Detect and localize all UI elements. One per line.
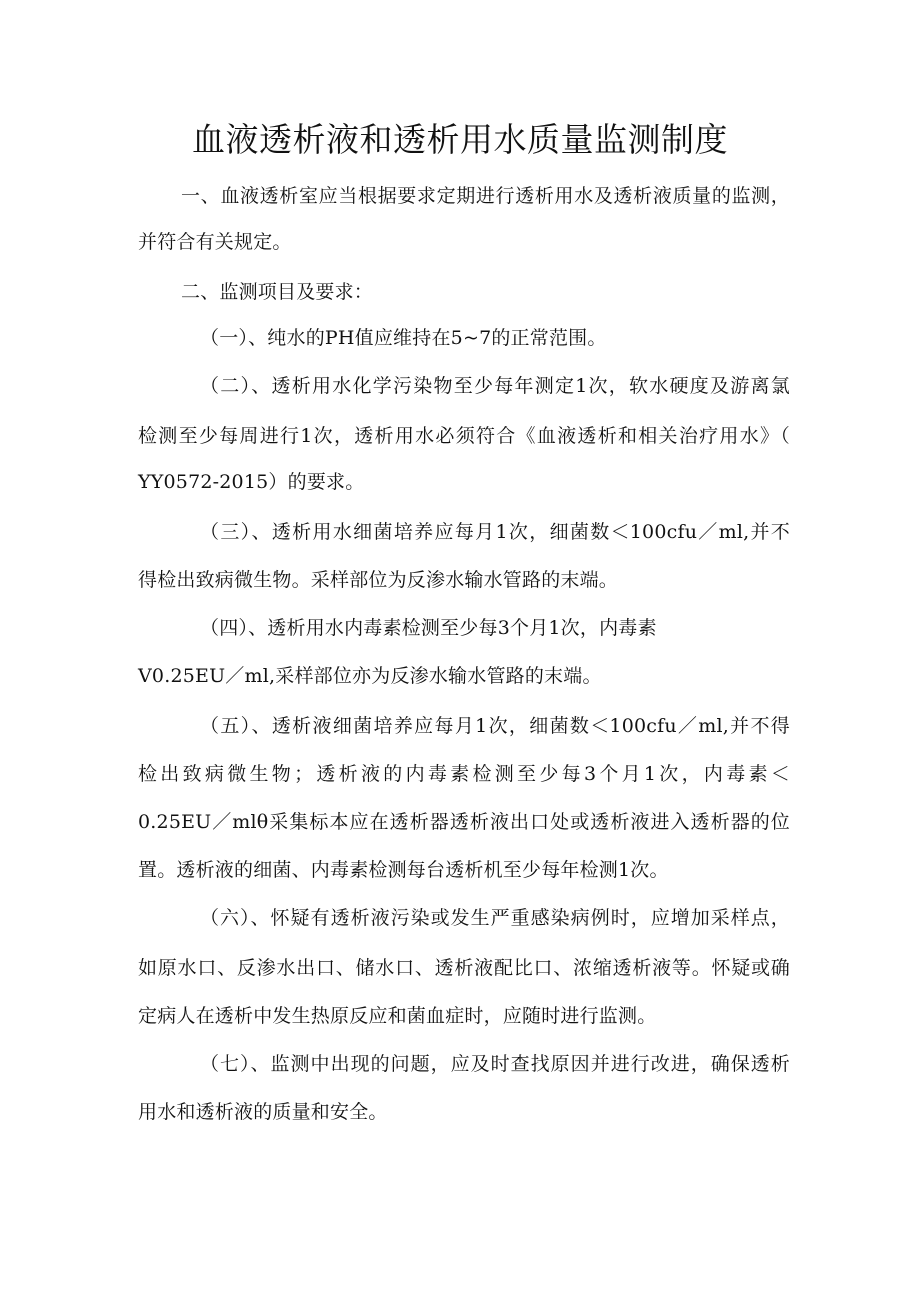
item-6-line-2: 如原水口、反渗水出口、储水口、透析液配比口、浓缩透析液等。怀疑或确: [138, 957, 790, 979]
item-4-line-1: （四）、透析用水内毒素检测至少每3个月1次，内毒素: [200, 617, 657, 639]
item-2-line-2: 检测至少每周进行1次，透析用水必须符合《血液透析和相关治疗用水》（: [138, 425, 790, 447]
item-2-line-1: （二）、透析用水化学污染物至少每年测定1次，软水硬度及游离氯: [200, 375, 790, 397]
item-5-line-4: 置。透析液的细菌、内毒素检测每台透析机至少每年检测1次。: [138, 859, 669, 881]
paragraph-1-line-1: 一、血液透析室应当根据要求定期进行透析用水及透析液质量的监测，: [181, 185, 790, 207]
item-5-line-3: 0.25EU／mlθ采集标本应在透析器透析液出口处或透析液进入透析器的位: [138, 811, 790, 833]
item-3-line-1: （三）、透析用水细菌培养应每月1次，细菌数＜100cfu／ml,并不: [200, 521, 790, 543]
paragraph-1-line-2: 并符合有关规定。: [138, 231, 292, 253]
section-heading-requirements: 二、监测项目及要求：: [181, 281, 374, 303]
item-6-line-3: 定病人在透析中发生热原反应和菌血症时，应随时进行监测。: [138, 1005, 657, 1027]
item-4-line-2: V0.25EU／ml,采样部位亦为反渗水输水管路的末端。: [138, 665, 602, 687]
item-2-line-3: YY0572-2015）的要求。: [138, 471, 365, 493]
item-7-line-2: 用水和透析液的质量和安全。: [138, 1101, 388, 1123]
item-3-line-2: 得检出致病微生物。采样部位为反渗水输水管路的末端。: [138, 569, 619, 591]
item-6-line-1: （六）、怀疑有透析液污染或发生严重感染病例时，应增加采样点，: [200, 907, 790, 929]
page-title: 血液透析液和透析用水质量监测制度: [192, 120, 728, 159]
item-5-line-1: （五）、透析液细菌培养应每月1次，细菌数＜100cfu／ml,并不得: [200, 715, 790, 737]
item-7-line-1: （七）、监测中出现的问题，应及时查找原因并进行改进，确保透析: [200, 1053, 790, 1075]
item-5-line-2: 检出致病微生物；透析液的内毒素检测至少每3个月1次，内毒素＜: [138, 763, 790, 785]
item-1-line-1: （一）、纯水的PH值应维持在5~7的正常范围。: [200, 327, 607, 349]
